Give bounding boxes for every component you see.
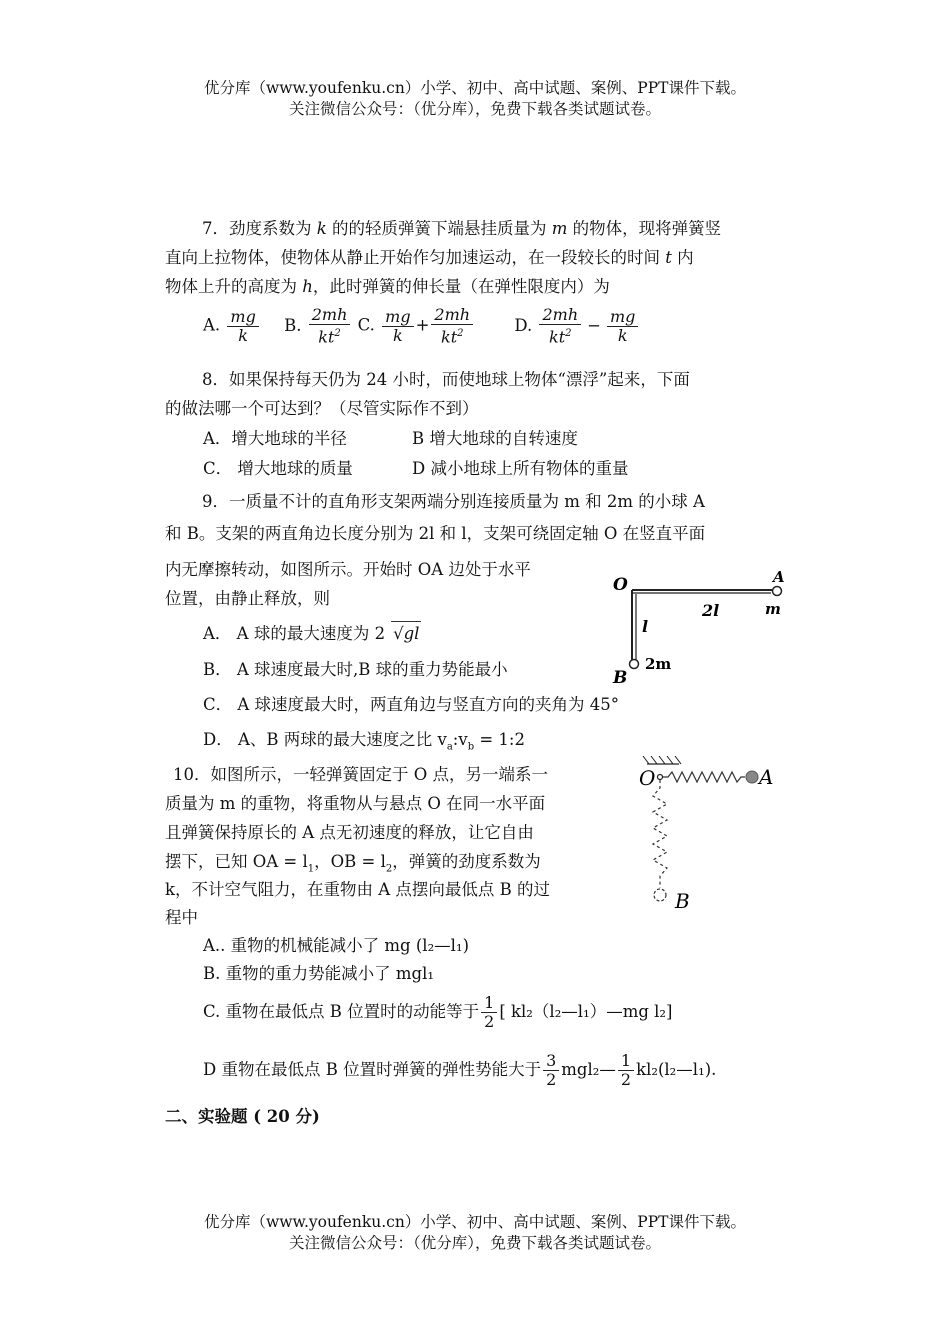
option-d-label: D. [514, 315, 533, 335]
fraction-2mh-over-kt2: $\frac{2mh}{kt^2}$ [309, 306, 351, 346]
question-8-option-a: A．增大地球的半径 [203, 429, 347, 448]
question-10-option-a: A.. 重物的机械能减小了 mg (l₂—l₁) [203, 936, 470, 955]
question-10-line-6: 程中 [165, 908, 198, 927]
ball-b [630, 660, 639, 669]
label-b: B [613, 668, 628, 686]
fraction-mg-over-k: $\frac{mg}{k}$ [227, 308, 258, 345]
label-m: m [765, 600, 781, 618]
label-2m: 2m [645, 655, 672, 673]
question-9-figure [605, 566, 795, 686]
question-10-line-4: 摆下，已知 OA = $l_1$，OB = $l_2$，弹簧的劲度系数为 [165, 852, 541, 875]
question-9-line-4: 位置，由静止释放，则 [165, 589, 330, 608]
question-10-line-5: k，不计空气阻力，在重物由 A 点摆向最低点 B 的过 [165, 880, 551, 899]
fraction-three-halves: $\frac{3}{2}$ [543, 1052, 559, 1089]
label-a: A [759, 765, 774, 789]
fraction-2mh-over-kt2-c: $\frac{2mh}{kt^2}$ [431, 306, 473, 346]
question-9-stem: 9．一质量不计的直角形支架两端分别连接质量为 m 和 2m 的小球 A [202, 492, 705, 511]
question-9-line-3: 内无摩擦转动，如图所示。开始时 OA 边处于水平 [165, 560, 531, 579]
question-9-line-2: 和 B。支架的两直角边长度分别为 2l 和 l，支架可绕固定轴 O 在竖直平面 [165, 524, 706, 543]
question-9-option-d: D． A、B 两球的最大速度之比 $v_a:v_b$ = 1:2 [203, 730, 525, 753]
pivot-o [658, 775, 663, 780]
ball-b [654, 889, 666, 901]
question-8-line-2: 的做法哪一个可达到？（尽管实际作不到） [165, 399, 479, 418]
label-l: l [642, 617, 649, 636]
question-8-stem: 8．如果保持每天仍为 24 小时，而使地球上物体“漂浮”起来，下面 [202, 370, 690, 389]
question-8-option-d: D 减小地球上所有物体的重量 [412, 459, 629, 478]
question-7-line-3: 物体上升的高度为 h，此时弹簧的伸长量（在弹性限度内）为 [165, 277, 610, 296]
question-10-figure [635, 752, 785, 912]
question-10-line-3: 且弹簧保持原长的 A 点无初速度的释放，让它自由 [165, 823, 534, 842]
header-line-1: 优分库（www.youfenku.cn）小学、初中、高中试题、案例、PPT课件下载。 [203, 79, 747, 97]
question-9-option-a: A． A 球的最大速度为 2 √gl [203, 621, 421, 646]
label-o: O [639, 766, 656, 790]
footer-line-1: 优分库（www.youfenku.cn）小学、初中、高中试题、案例、PPT课件下载。 [203, 1213, 747, 1231]
question-10-stem: 10．如图所示，一轻弹簧固定于 O 点，另一端系一 [173, 765, 549, 784]
spring-horizontal [663, 772, 745, 782]
section-2-heading: 二、实验题 ( 20 分) [165, 1107, 320, 1126]
ball-a [773, 587, 782, 596]
header [0, 78, 950, 120]
question-7-line-2: 直向上拉物体，使物体从静止开始作匀加速运动，在一段较长的时间 t 内 [165, 248, 694, 267]
question-10-line-2: 质量为 m 的重物，将重物从与悬点 O 在同一水平面 [165, 794, 546, 813]
fraction-mg-over-k-c: $\frac{mg}{k}$ [382, 308, 413, 345]
question-10-option-c: C. 重物在最低点 B 位置时的动能等于 $\frac{1}{2}$ [ kl₂（l₂—l₁）—mg l₂] [203, 993, 673, 1031]
question-8-option-c: C． 增大地球的质量 [203, 459, 353, 478]
question-7-stem: 7．劲度系数为 k 的的轻质弹簧下端悬挂质量为 m 的物体，现将弹簧竖 [202, 219, 722, 238]
question-9-option-b: B． A 球速度最大时,B 球的重力势能最小 [203, 660, 508, 679]
label-o: O [613, 575, 628, 595]
footer-line-2: 关注微信公众号：（优分库），免费下载各类试题试卷。 [288, 1234, 661, 1252]
fraction-mg-over-k-d: $\frac{mg}{k}$ [607, 308, 638, 345]
fraction-one-half-d: $\frac{1}{2}$ [618, 1052, 634, 1089]
option-a-label: A. [203, 315, 221, 335]
label-2l: 2l [702, 601, 720, 620]
question-10-option-d: D 重物在最低点 B 位置时弹簧的弹性势能大于 $\frac{3}{2}$ mgl₂— $\frac{1}{2}$ kl₂(l₂—l₁). [203, 1051, 717, 1089]
question-8-option-b: B 增大地球的自转速度 [412, 429, 578, 448]
footer [0, 1212, 950, 1254]
label-b: B [675, 889, 690, 912]
option-b-label: B. [284, 315, 302, 335]
fraction-one-half: $\frac{1}{2}$ [481, 994, 497, 1031]
question-7-options: A. $\frac{mg}{k}$ B. $\frac{2mh}{kt^2}$ C. $\frac{mg}{k}$ + $\frac{2mh}{kt^2}$ D. $\frac{2mh}{kt^2}$ − $\frac{mg}{k}$ [203, 306, 640, 346]
question-9-option-c: C． A 球速度最大时，两直角边与竖直方向的夹角为 45° [203, 695, 620, 714]
label-a: A [773, 568, 785, 586]
ball-a [746, 771, 758, 783]
header-line-2: 关注微信公众号：（优分库），免费下载各类试题试卷。 [288, 100, 661, 118]
fraction-2mh-over-kt2-d: $\frac{2mh}{kt^2}$ [539, 306, 581, 346]
spring-vertical [653, 780, 667, 888]
option-c-label: C. [357, 315, 375, 335]
question-10-option-b: B. 重物的重力势能减小了 mgl₁ [203, 964, 434, 983]
